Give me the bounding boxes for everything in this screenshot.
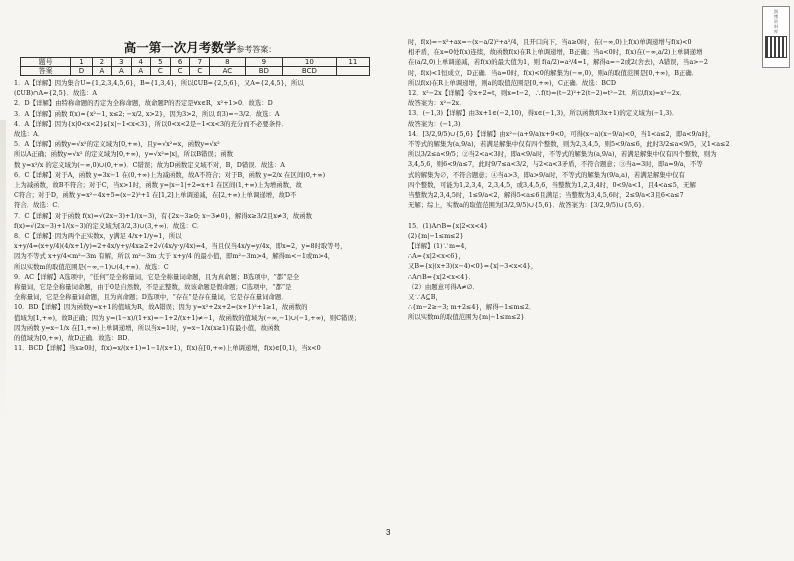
solution-line: 四个整数，可能为1,2,3,4，2,3,4,5，或3,4,5,6，当整数为1,2,3,4时，0<9/a<1，且4<a≤5，无解 xyxy=(408,180,696,189)
answer-table-header-row xyxy=(21,58,370,67)
solution-line: 称量词，它是全称量词命题，由于0是自然数，不是正整数，故该命题是假命题；C选项中，“都”是 xyxy=(14,283,292,292)
watermark-stamp xyxy=(762,6,790,68)
solution-line: 8．C【详解】因为两个正实数x，y满足 4/x+1/y=1，所以 xyxy=(14,232,182,241)
solution-line: ∴{m−2≥−3; m+2≤4}，解得−1≤m≤2． xyxy=(408,303,536,312)
answer-cell: A xyxy=(112,67,131,76)
solution-line: x+y/4=(x+y/4)(4/x+1/y)=2+4x/y+y/4x≥2+2√(4x/y·y/4x)=4，当且仅当4x/y=y/4x，即x=2，y=8时取等号， xyxy=(14,242,347,251)
answer-cell: 题号 xyxy=(21,58,71,67)
solution-line: 13．(−1,3)【详解】由3x+1∈(−2,10)，得x∈(−1,3)，所以函数f(3x+1)的定义域为(−1,3)． xyxy=(408,109,679,118)
solution-line: 2．D【详解】由特称命题的否定为全称命题，故命题P的否定是∀x∈R，x²+1>0．故选：D xyxy=(14,99,273,108)
answer-cell: C xyxy=(170,67,190,76)
solution-line: f(x)=√(2x−3)+1/(x−3)的定义域为[3/2,3)∪(3,+∞)．故选：C． xyxy=(14,221,204,230)
answer-cell: C xyxy=(150,67,170,76)
solution-line: 式的解集为∅，不符合题意；④当a>3，即a>9/a时，不等式的解集为(9/a,a)，若满足解集中仅有 xyxy=(408,170,685,179)
solution-line: 全称量词，它是全称量词命题，且为真命题；D选项中，“存在”是存在量词，它是存在量词命题． xyxy=(14,293,288,302)
solution-line: 时，f(x)=−x²+ax=−(x−a/2)²+a²/4，且开口向下，当a≥0时，在(−∞,0)上f(x)单调递增与f(x)<0 xyxy=(408,38,692,46)
solution-line: 10．BD【详解】因为函数y=x+1的值域为R，故A错误；因为 y=x²+2x+2=(x+1)²+1≥1，故函数的 xyxy=(14,303,308,312)
scan-shadow xyxy=(0,120,6,420)
solution-line xyxy=(408,210,754,220)
solution-line: 1．A【详解】因为集合U={1,2,3,4,5,6}，B={1,3,4}，所以∁UB={2,5,6}，又A={2,4,5}，所以 xyxy=(14,79,304,87)
answer-cell: 4 xyxy=(131,58,150,67)
right-solutions xyxy=(408,37,754,323)
solution-line: 11．BCD【详解】当x≥0时，f(x)=x/(x+1)=1−1/(x+1)，f(x)在[0,+∞)上单调递增，f(x)∈[0,1)，当x<0 xyxy=(14,344,321,353)
solution-line: 值域为[1,+∞)，故B正确；因为 y=(1−x)/(1+x)=−1+2/(x+1)≠−1，故函数的值域为(−∞,−1)∪(−1,+∞)，则C错误； xyxy=(14,313,361,322)
answer-table xyxy=(20,57,370,76)
answer-cell: 10 xyxy=(283,58,337,67)
answer-cell: BCD xyxy=(283,67,337,76)
answer-cell: A xyxy=(131,67,150,76)
solution-line: 所以3/2≤a<9/5；②当2<a<3时，即a<9/a时，不等式的解集为(a,9/a)，若满足解集中仅有四个整数，则为 xyxy=(408,150,717,159)
answer-cell: 6 xyxy=(170,58,190,67)
answer-cell: BD xyxy=(245,67,283,76)
solution-line: C符合；对于D，函数 y=x²−4x+5=(x−2)²+1 在[1,2]上单调递减，在[2,+∞)上单调递增，故D不 xyxy=(14,191,297,200)
solution-line: 所以A正确；函数y=√x² 的定义域为[0,+∞)，y=√x²=|x|，所以B错误；函数 xyxy=(14,150,233,159)
answer-cell: 1 xyxy=(71,58,92,67)
solution-line: (∁UB)∩A={2,5}．故选：A xyxy=(14,89,97,98)
solution-line: 15．(1)A∩B={x|2<x<4} xyxy=(408,221,488,230)
solution-line: 相矛盾，在x=0处f(x)连续，故函数f(x)在R上单调递增，B正确；当a<0时，f(x)在(−∞,a/2)上单调递增 xyxy=(408,48,703,57)
solution-line: 在(a/2,0)上单调递减，若f(x)的最大值为1，则 f(a/2)=a²/4=1，解得a=−2或2(舍去)，A错误，当a>−2 xyxy=(408,58,708,67)
solution-line: 故选：A． xyxy=(14,130,45,139)
solution-line: 时，f(x)<1恒成立，D正确．当a=0时，f(x)<0的解集为(−∞,0)，则a的取值范围是[0,+∞)，B正确． xyxy=(408,68,699,77)
answer-cell: 答案 xyxy=(21,67,71,76)
stamp-text: 润博资料库 xyxy=(774,9,778,34)
solution-line: 3．A【详解】函数 f(x)={x²−1, x≤2; −x/2, x>2}，因为3>2，所以 f(3)=−3/2．故选：A xyxy=(14,109,280,118)
solution-line: 9．AC【详解】A选项中，“任何”是全称量词，它是全称量词命题，且为真命题；B选项中，“都”是全 xyxy=(14,272,300,281)
solution-line: 【详解】(1)∵m=4， xyxy=(408,242,471,251)
solution-line: 所以实数m的取值范围是(−∞,−1)∪(4,+∞)．故选：C xyxy=(14,262,169,271)
solution-line: 符合．故选：C． xyxy=(14,201,64,210)
answer-cell: 8 xyxy=(210,58,245,67)
solution-line: 所以f(x)在R上单调递增，则a的取值范围是[0,+∞)，C正确．故选：BCD xyxy=(408,78,617,87)
solution-line: 故答案为：(−1,3) xyxy=(408,119,461,128)
answer-cell: 5 xyxy=(150,58,170,67)
solution-line: 因为不等式 x+y/4<m²−3m 有解，所以 m²−3m 大于 x+y/4 的最小值，即m²−3m>4，解得m<−1或m>4， xyxy=(14,252,335,261)
page-number: 3 xyxy=(386,528,391,537)
solution-line: 不等式的解集为(a,9/a)，若满足解集中仅有四个整数，则为2,3,4,5，则5<9/a≤6，此时3/2≤a<9/5，又1<a≤2 xyxy=(408,140,730,149)
left-solutions xyxy=(14,78,386,353)
solution-line: (2){m|−1≤m≤2} xyxy=(408,231,464,240)
solution-line: 的值域为[0,+∞)，故D正确．故选：BD． xyxy=(14,334,134,343)
solution-line: 无解；综上，实数a的取值范围为[3/2,9/5)∪{5,6}．故答案为：[3/2,9/5)∪{5,6}． xyxy=(408,201,649,210)
solution-line: 5．A【详解】函数y=√x²的定义域为[0,+∞)，且y=√x²=x，函数y=√x² xyxy=(14,140,220,149)
solution-line: 因为函数 y=x−1/x 在[1,+∞)上单调递增，所以当x=1时，y=x−1/x(x≥1)有最小值，故函数 xyxy=(14,323,280,332)
solution-line: 所以实数m的取值范围为{m|−1≤m≤2} xyxy=(408,313,525,322)
solution-line: 6．C【详解】对于A，函数 y=3x−1 在(0,+∞)上为减函数，故A不符合；对于B，函数 y=2/x 在区间(0,+∞) xyxy=(14,170,326,179)
answer-cell: 7 xyxy=(190,58,210,67)
answer-cell: 2 xyxy=(92,58,111,67)
solution-line: 故答案为：x²−2x． xyxy=(408,99,466,108)
solution-line: ∴A∩B={x|2<x<4}． xyxy=(408,272,475,281)
answer-table-answer-row xyxy=(21,67,370,76)
right-column xyxy=(408,0,754,539)
solution-line: ∴A={x|2<x<6}， xyxy=(408,252,465,261)
solution-line: 又∵A⊆B， xyxy=(408,293,442,302)
answer-cell: A xyxy=(92,67,111,76)
title-subtitle: 参考答案： xyxy=(236,45,277,54)
solution-line: 数 y=x²/x 的定义域为(−∞,0)∪(0,+∞)．C错误；故为D函数定义域不对，B，D错误．故选：A xyxy=(14,160,285,169)
solution-line: （2）由题意可得A≠∅． xyxy=(408,282,479,291)
solution-line: 3,4,5,6，则6<9/a≤7，此时9/7≤a<3/2，与2<a<3矛盾，不符合题意；③当a=3时，即a=9/a，不等 xyxy=(408,160,703,169)
page-title xyxy=(14,41,386,55)
solution-line: 14．[3/2,9/5)∪{5,6}【详解】由x²−(a+9/a)x+9<0，可得(x−a)(x−9/a)<0，当1<a≤2，即a<9/a时， xyxy=(408,129,715,138)
left-column xyxy=(14,0,386,539)
qr-code-icon xyxy=(765,36,787,58)
answer-cell: D xyxy=(71,67,92,76)
answer-cell: 11 xyxy=(336,58,369,67)
solution-line: 当整数为2,3,4,5时，1≤9/a<2，解得5<a≤6且满足；当整数为3,4,5,6时，2≤9/a<3且6<a≤7 xyxy=(408,191,684,200)
answer-cell: AC xyxy=(210,67,245,76)
title-text: 高一第一次月考数学 xyxy=(123,40,237,55)
answer-cell: C xyxy=(190,67,210,76)
answer-cell: 3 xyxy=(112,58,131,67)
solution-line: 上为减函数，故B不符合；对于C，当x>1时，函数 y=|x−1|+2=x+1 在区间(1,+∞)上为增函数，故 xyxy=(14,181,302,190)
solution-line: 又B={x|(x+3)(x−4)<0}={x|−3<x<4}， xyxy=(408,262,538,271)
solution-line: 7．C【详解】对于函数 f(x)=√(2x−3)+1/(x−3)，有{2x−3≥0; x−3≠0}，解得x≥3/2且x≠3，故函数 xyxy=(14,211,312,220)
solution-line: 12．x²−2x【详解】令x+2=t，则x=t−2，∴f(t)=(t−2)²+2(t−2)=t²−2t．所以f(x)=x²−2x． xyxy=(408,89,686,98)
answer-cell: 9 xyxy=(245,58,283,67)
solution-line: 4．A【详解】因为{x|0<x<2}⫋{x|−1<x<3}，所以0<x<2是−1<x<3的充分而不必要条件． xyxy=(14,119,288,128)
answer-cell xyxy=(336,67,369,76)
